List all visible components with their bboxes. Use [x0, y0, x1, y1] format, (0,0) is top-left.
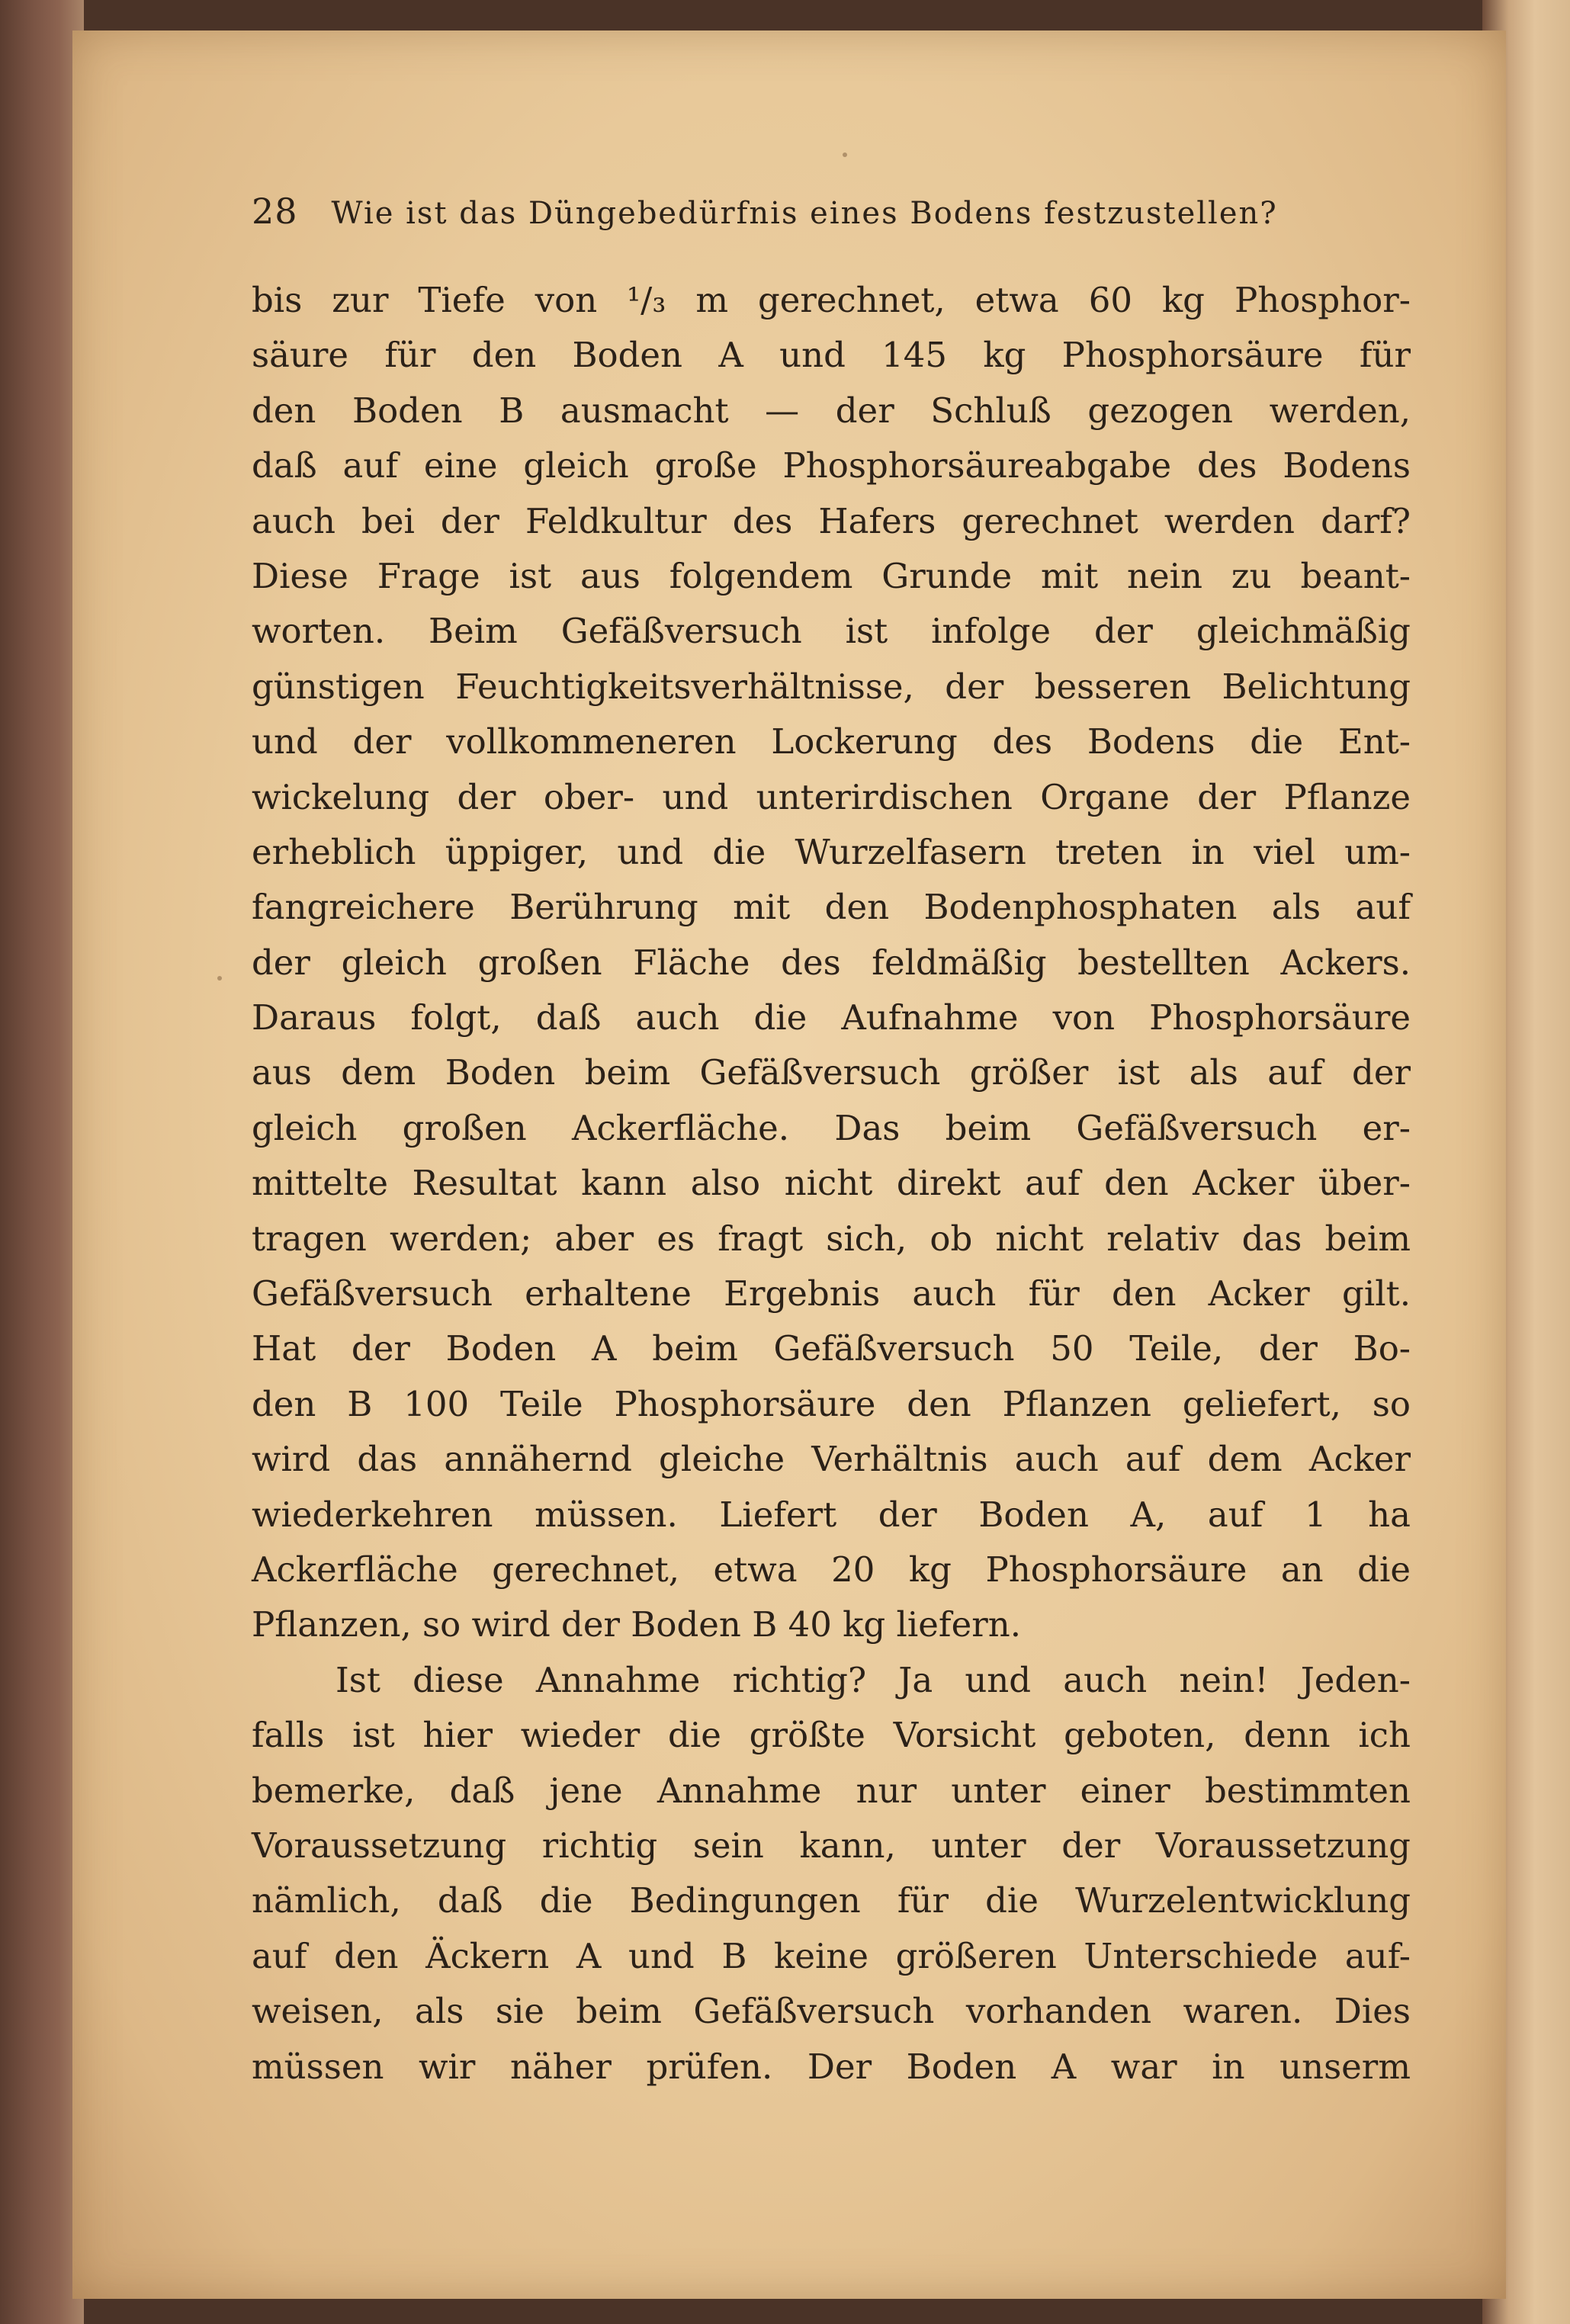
text-line: und der vollkommeneren Lockerung des Bodens die Ent- [252, 721, 1411, 762]
paragraph-1 [252, 273, 1411, 1653]
text-line: Daraus folgt, daß auch die Aufnahme von Phosphorsäure [252, 997, 1411, 1038]
text-line: tragen werden; aber es fragt sich, ob nicht relativ das beim [252, 1218, 1411, 1259]
text-line: falls ist hier wieder die größte Vorsicht geboten, denn ich [252, 1715, 1411, 1756]
paragraph-2 [252, 1653, 1411, 2094]
text-line: bemerke, daß jene Annahme nur unter einer bestimmten [252, 1770, 1411, 1811]
text-line: erheblich üppiger, und die Wurzelfasern treten in viel um- [252, 831, 1411, 872]
text-line: daß auf eine gleich große Phosphorsäureabgabe des Bodens [252, 445, 1411, 486]
text-line: Ackerfläche gerechnet, etwa 20 kg Phosphorsäure an die [252, 1549, 1411, 1590]
text-line: den Boden B ausmacht — der Schluß gezogen werden, [252, 390, 1411, 431]
text-line: worten. Beim Gefäßversuch ist infolge der gleichmäßig [252, 611, 1411, 652]
text-line: nämlich, daß die Bedingungen für die Wurzelentwicklung [252, 1880, 1411, 1921]
text-line: wickelung der ober- und unterirdischen Organe der Pflanze [252, 776, 1411, 817]
text-line: Gefäßversuch erhaltene Ergebnis auch für den Acker gilt. [252, 1273, 1411, 1314]
running-head [252, 191, 1411, 244]
book-page [72, 30, 1506, 2299]
text-line: den B 100 Teile Phosphorsäure den Pflanzen geliefert, so [252, 1383, 1411, 1424]
running-head-title: Wie ist das Düngebedürfnis eines Bodens festzustellen? [331, 196, 1278, 231]
text-line: auf den Äckern A und B keine größeren Unterschiede auf- [252, 1935, 1411, 1976]
text-line: Diese Frage ist aus folgendem Grunde mit nein zu beant- [252, 555, 1411, 596]
paper-speck [217, 976, 222, 981]
text-line: aus dem Boden beim Gefäßversuch größer ist als auf der [252, 1052, 1411, 1093]
text-line: Pflanzen, so wird der Boden B 40 kg liefern. [252, 1604, 1022, 1645]
text-line: Hat der Boden A beim Gefäßversuch 50 Teile, der Bo- [252, 1328, 1411, 1369]
body-text [252, 273, 1411, 2094]
text-line: der gleich großen Fläche des feldmäßig bestellten Ackers. [252, 942, 1411, 983]
book-cover-edge [0, 0, 84, 2324]
text-line: weisen, als sie beim Gefäßversuch vorhanden waren. Dies [252, 1991, 1411, 2032]
paper-speck [843, 152, 847, 157]
text-line: fangreichere Berührung mit den Bodenphosphaten als auf [252, 887, 1411, 928]
page-number: 28 [252, 191, 298, 232]
text-line: bis zur Tiefe von ¹/₃ m gerechnet, etwa 60 kg Phosphor- [252, 280, 1411, 320]
text-line: auch bei der Feldkultur des Hafers gerechnet werden darf? [252, 500, 1411, 541]
text-line: säure für den Boden A und 145 kg Phosphorsäure für [252, 335, 1411, 376]
text-line: mittelte Resultat kann also nicht direkt auf den Acker über- [252, 1163, 1411, 1204]
text-line: müssen wir näher prüfen. Der Boden A war in unserm [252, 2046, 1411, 2087]
text-line: günstigen Feuchtigkeitsverhältnisse, der besseren Belichtung [252, 666, 1411, 707]
text-line: Ist diese Annahme richtig? Ja und auch nein! Jeden- [336, 1659, 1411, 1700]
text-line: Voraussetzung richtig sein kann, unter der Voraussetzung [252, 1825, 1411, 1866]
text-line: wiederkehren müssen. Liefert der Boden A, auf 1 ha [252, 1494, 1411, 1535]
page-content [252, 191, 1411, 2094]
text-line: gleich großen Ackerfläche. Das beim Gefäßversuch er- [252, 1107, 1411, 1148]
text-line: wird das annähernd gleiche Verhältnis auch auf dem Acker [252, 1439, 1411, 1480]
